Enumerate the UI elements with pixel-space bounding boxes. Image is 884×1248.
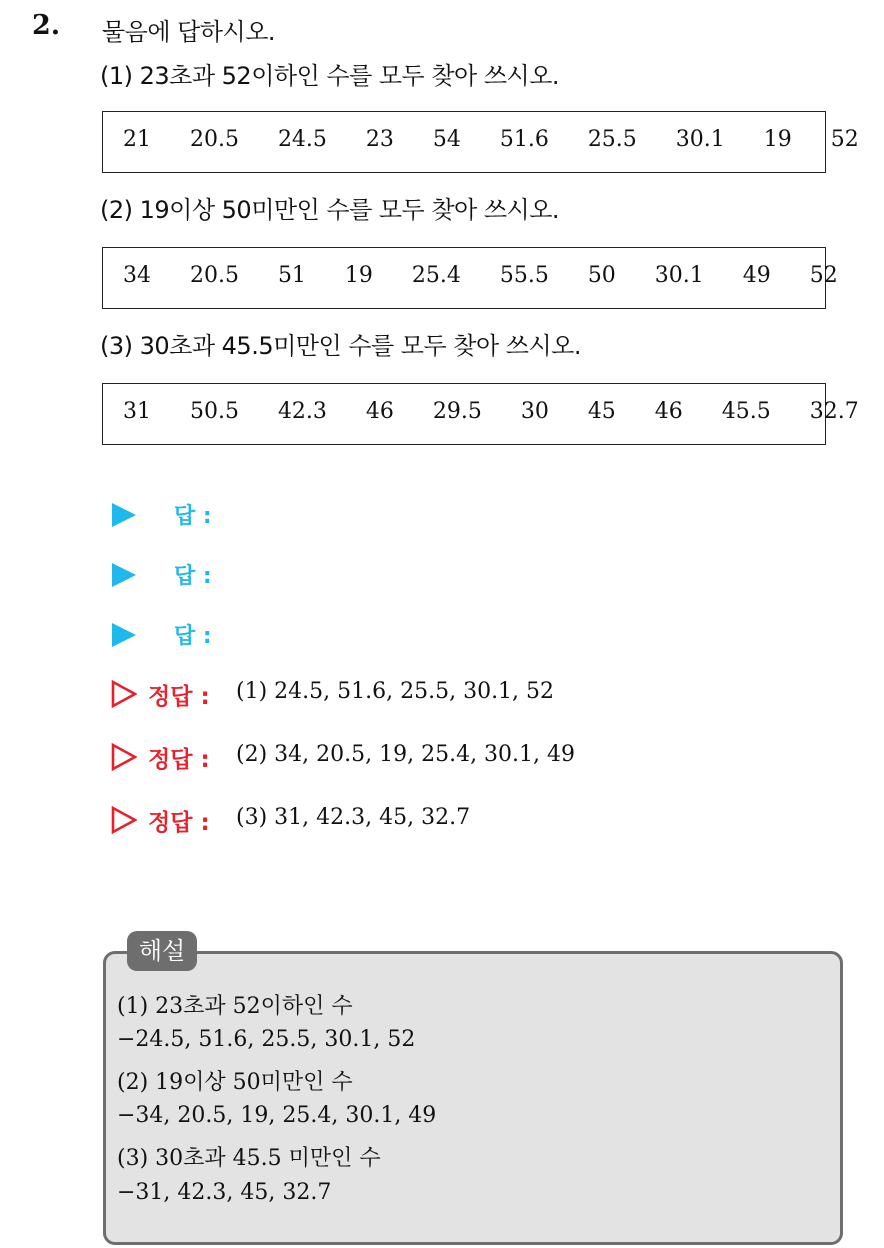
filled-triangle-right-icon <box>112 563 136 587</box>
answer-label: 답 : <box>174 624 212 649</box>
explanation-line-5: (3) 30초과 45.5 미만인 수 <box>117 1146 381 1171</box>
filled-triangle-right-icon <box>112 503 136 527</box>
question-title: 물음에 답하시오. <box>102 18 276 46</box>
filled-triangle-right-icon <box>112 623 136 647</box>
solution-value: (3) 31, 42.3, 45, 32.7 <box>236 805 471 830</box>
question-number: 2. <box>32 10 61 41</box>
outline-triangle-right-icon <box>111 743 137 771</box>
explanation-line-2: −24.5, 51.6, 25.5, 30.1, 52 <box>117 1027 416 1052</box>
answer-label: 답 : <box>174 504 212 529</box>
solution-label: 정답 : <box>148 684 210 710</box>
number-box-2 <box>102 247 838 309</box>
number-list-2: 34 20.5 51 19 25.4 55.5 50 30.1 49 52 <box>123 263 838 288</box>
outline-triangle-right-icon <box>111 806 137 834</box>
sub-question-3: (3) 30초과 45.5미만인 수를 모두 찾아 쓰시오. <box>100 332 581 360</box>
solution-label: 정답 : <box>148 747 210 773</box>
explanation-line-1: (1) 23초과 52이하인 수 <box>117 994 353 1019</box>
solution-value: (1) 24.5, 51.6, 25.5, 30.1, 52 <box>236 679 555 704</box>
number-box-1 <box>102 111 859 173</box>
solution-label: 정답 : <box>148 810 210 836</box>
explanation-tag: 해설 <box>127 931 197 971</box>
answer-label: 답 : <box>174 564 212 589</box>
sub-question-2: (2) 19이상 50미만인 수를 모두 찾아 쓰시오. <box>100 196 560 224</box>
number-list-3: 31 50.5 42.3 46 29.5 30 45 46 45.5 32.7 <box>123 399 859 424</box>
explanation-line-6: −31, 42.3, 45, 32.7 <box>117 1180 332 1205</box>
solution-value: (2) 34, 20.5, 19, 25.4, 30.1, 49 <box>236 742 576 767</box>
outline-triangle-right-icon <box>111 680 137 708</box>
number-list-1: 21 20.5 24.5 23 54 51.6 25.5 30.1 19 52 <box>123 127 859 152</box>
explanation-line-4: −34, 20.5, 19, 25.4, 30.1, 49 <box>117 1103 437 1128</box>
number-box-3 <box>102 383 859 445</box>
explanation-line-3: (2) 19이상 50미만인 수 <box>117 1070 353 1095</box>
sub-question-1: (1) 23초과 52이하인 수를 모두 찾아 쓰시오. <box>100 62 560 90</box>
